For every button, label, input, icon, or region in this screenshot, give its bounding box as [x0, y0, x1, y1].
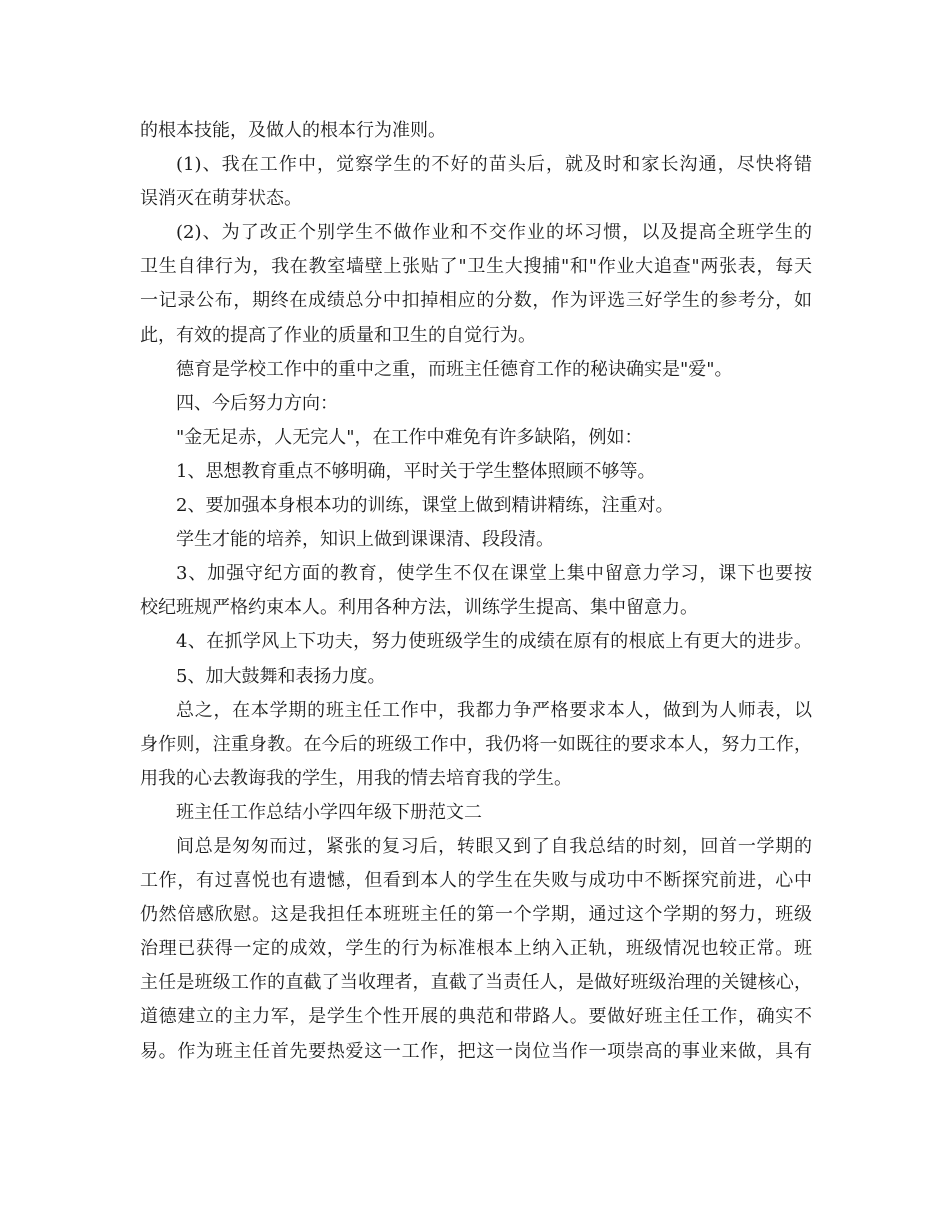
- text-line: 学生才能的培养，知识上做到课课清、段段清。: [176, 529, 554, 551]
- document-body: [140, 114, 812, 1069]
- text-line: 易。作为班主任首先要热爱这一工作，把这一岗位当作一项崇高的事业来做，具有: [140, 1040, 812, 1062]
- text-line: 主任是班级工作的直截了当收理者，直截了当责任人，是做好班级治理的关键核心，: [140, 972, 812, 994]
- text-line: 校纪班规严格约束本人。利用各种方法，训练学生提高、集中留意力。: [140, 597, 698, 619]
- text-line: 4、在抓学风上下功夫，努力使班级学生的成绩在原有的根底上有更大的进步。: [176, 631, 812, 653]
- text-line: 身作则，注重身教。在今后的班级工作中，我仍将一如既往的要求本人，努力工作，: [140, 733, 812, 755]
- text-line: 的根本技能，及做人的根本行为准则。: [140, 120, 446, 141]
- text-line: 2、要加强本身根本功的训练，课堂上做到精讲精练，注重对。: [176, 495, 674, 517]
- text-line: 3、加强守纪方面的教育，使学生不仅在课堂上集中留意力学习，课下也要按: [176, 563, 812, 585]
- text-line: 四、今后努力方向：: [176, 392, 338, 414]
- text-line: 总之，在本学期的班主任工作中，我都力争严格要求本人，做到为人师表，以: [176, 699, 812, 721]
- text-line: 一记录公布，期终在成绩总分中扣掉相应的分数，作为评选三好学生的参考分，如: [140, 290, 812, 312]
- text-line: 间总是匆匆而过，紧张的复习后，转眼又到了自我总结的时刻，回首一学期的: [176, 835, 812, 857]
- text-line: 道德建立的主力军，是学生个性开展的典范和带路人。要做好班主任工作，确实不: [140, 1006, 812, 1028]
- text-line: "金无足赤，人无完人"，在工作中难免有许多缺陷，例如：: [176, 426, 643, 448]
- text-line: 此，有效的提高了作业的质量和卫生的自觉行为。: [140, 324, 536, 346]
- text-line: 1、思想教育重点不够明确，平时关于学生整体照顾不够等。: [176, 460, 656, 482]
- text-line: 5、加大鼓舞和表扬力度。: [176, 665, 386, 687]
- text-line: 班主任工作总结小学四年级下册范文二: [176, 801, 482, 823]
- text-line: 治理已获得一定的成效，学生的行为标准根本上纳入正轨，班级情况也较正常。班: [140, 938, 812, 960]
- text-line: 德育是学校工作中的重中之重，而班主任德育工作的秘诀确实是"爱"。: [176, 358, 733, 380]
- text-line: 误消灭在萌芽状态。: [140, 188, 302, 210]
- text-line: 仍然倍感欣慰。这是我担任本班班主任的第一个学期，通过这个学期的努力，班级: [140, 904, 812, 926]
- text-line: 用我的心去教诲我的学生，用我的情去培育我的学生。: [140, 767, 572, 789]
- text-line: 工作，有过喜悦也有遗憾，但看到本人的学生在失败与成功中不断探究前进，心中: [140, 870, 812, 892]
- text-line: (2)、为了改正个别学生不做作业和不交作业的坏习惯，以及提高全班学生的: [176, 222, 812, 244]
- text-line: (1)、我在工作中，觉察学生的不好的苗头后，就及时和家长沟通，尽快将错: [176, 154, 812, 176]
- text-line: 卫生自律行为，我在教室墙壁上张贴了"卫生大搜捕"和"作业大追查"两张表，每天: [140, 256, 812, 278]
